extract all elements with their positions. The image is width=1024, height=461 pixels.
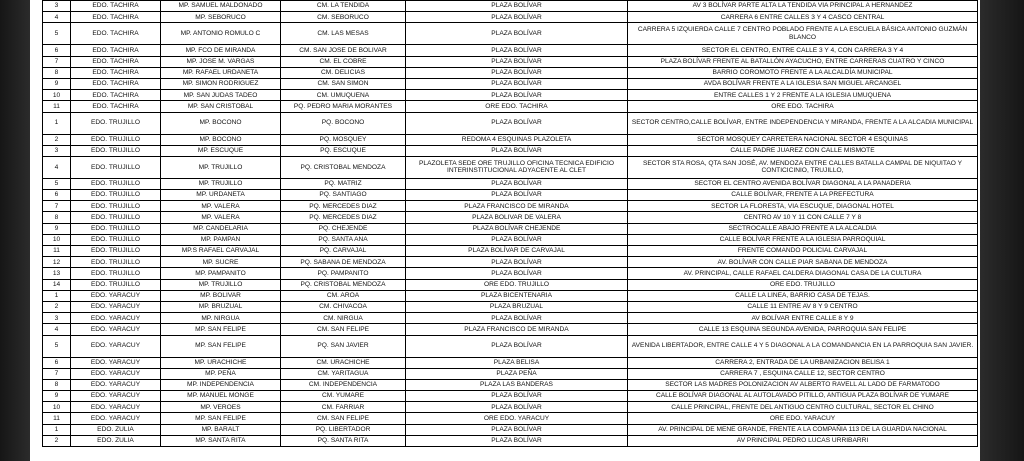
state-cell: EDO. TRUJILLO bbox=[71, 156, 161, 178]
table-row bbox=[43, 234, 978, 245]
municipality-cell: MP. PAMPAN bbox=[161, 234, 281, 245]
location-name-cell: PLAZA BOLÍVAR bbox=[406, 234, 628, 245]
location-name-cell: PLAZA FRANCISCO DE MIRANDA bbox=[406, 201, 628, 212]
address-cell: AV BOLÍVAR ENTRE CALLE 8 Y 9 bbox=[628, 313, 978, 324]
parish-cell: PQ. MOSQUEY bbox=[281, 134, 406, 145]
state-cell: EDO. TRUJILLO bbox=[71, 223, 161, 234]
address-cell: CARRERA 7 , ESQUINA CALLE 12, SECTOR CENTRO bbox=[628, 368, 978, 379]
table-row bbox=[43, 112, 978, 134]
parish-cell: CM. SAN SIMON bbox=[281, 78, 406, 89]
parish-cell: CM. FARRIAR bbox=[281, 402, 406, 413]
address-cell: ORE EDO. TRUJILLO bbox=[628, 279, 978, 290]
state-cell: EDO. TRUJILLO bbox=[71, 190, 161, 201]
state-cell: EDO. TRUJILLO bbox=[71, 134, 161, 145]
location-name-cell: PLAZA BOLÍVAR bbox=[406, 56, 628, 67]
location-name-cell: PLAZA BOLIVAR DE VALERA bbox=[406, 212, 628, 223]
left-margin-shadow bbox=[0, 0, 30, 461]
address-cell: CALLE 11 ENTRE AV 8 Y 9 CENTRO bbox=[628, 301, 978, 312]
municipality-cell: MP. VEROES bbox=[161, 402, 281, 413]
state-cell: EDO. TACHIRA bbox=[71, 23, 161, 45]
parish-cell: PQ. MERCEDES DIAZ bbox=[281, 212, 406, 223]
table-row bbox=[43, 56, 978, 67]
parish-cell: CM. DELICIAS bbox=[281, 67, 406, 78]
location-name-cell: PLAZA BOLÍVAR bbox=[406, 45, 628, 56]
municipality-cell: MP. PAMPANITO bbox=[161, 268, 281, 279]
municipality-cell: MP. FCO DE MIRANDA bbox=[161, 45, 281, 56]
parish-cell: CM. UMUQUENA bbox=[281, 90, 406, 101]
location-name-cell: ORE EDO. TRUJILLO bbox=[406, 279, 628, 290]
municipality-cell: MP. URACHICHE bbox=[161, 357, 281, 368]
parish-cell: PQ. SABANA DE MENDOZA bbox=[281, 257, 406, 268]
table-row bbox=[43, 134, 978, 145]
location-name-cell: PLAZA PEÑA bbox=[406, 368, 628, 379]
address-cell: CENTRO AV 10 Y 11 CON CALLE 7 Y 8 bbox=[628, 212, 978, 223]
parish-cell: CM. SAN FELIPE bbox=[281, 413, 406, 424]
row-number-cell: 6 bbox=[43, 357, 71, 368]
row-number-cell: 6 bbox=[43, 45, 71, 56]
row-number-cell: 9 bbox=[43, 223, 71, 234]
row-number-cell: 12 bbox=[43, 257, 71, 268]
location-name-cell: PLAZA BOLÍVAR bbox=[406, 145, 628, 156]
municipality-cell: MP. BOCONO bbox=[161, 112, 281, 134]
table-row bbox=[43, 301, 978, 312]
municipality-cell: MP. SAN FELIPE bbox=[161, 413, 281, 424]
location-name-cell: PLAZA BOLÍVAR bbox=[406, 268, 628, 279]
table-row bbox=[43, 67, 978, 78]
parish-cell: CM. NIRGUA bbox=[281, 313, 406, 324]
row-number-cell: 7 bbox=[43, 56, 71, 67]
table-row bbox=[43, 257, 978, 268]
municipality-cell: MP. URDANETA bbox=[161, 190, 281, 201]
row-number-cell: 3 bbox=[43, 1, 71, 12]
address-cell: ENTRE CALLES 1 Y 2 FRENTE A LA IGLESIA UMUQUENA bbox=[628, 90, 978, 101]
address-cell: CALLE BOLÍVAR, FRENTE A LA PREFECTURA bbox=[628, 190, 978, 201]
address-cell: ORE EDO. YARACUY bbox=[628, 413, 978, 424]
right-margin-shadow bbox=[980, 0, 1024, 461]
location-name-cell: PLAZOLETA SEDE ORE TRUJILLO OFICINA TECNICA EDIFICIO INTERINSTITUCIONAL ADYACENTE AL CLET bbox=[406, 156, 628, 178]
table-row bbox=[43, 223, 978, 234]
table-row bbox=[43, 212, 978, 223]
location-name-cell: ORE EDO. YARACUY bbox=[406, 413, 628, 424]
row-number-cell: 10 bbox=[43, 402, 71, 413]
table-row bbox=[43, 435, 978, 446]
table-row bbox=[43, 402, 978, 413]
parish-cell: CM. LAS MESAS bbox=[281, 23, 406, 45]
row-number-cell: 5 bbox=[43, 23, 71, 45]
parish-cell: PQ. PAMPANITO bbox=[281, 268, 406, 279]
parish-cell: PQ. MERCEDES DIAZ bbox=[281, 201, 406, 212]
parish-cell: CM. SAN JOSE DE BOLIVAR bbox=[281, 45, 406, 56]
state-cell: EDO. YARACUY bbox=[71, 335, 161, 357]
parish-cell: PQ. CHEJENDE bbox=[281, 223, 406, 234]
state-cell: EDO. TACHIRA bbox=[71, 56, 161, 67]
municipality-cell: MP. TRUJILLO bbox=[161, 156, 281, 178]
table-row bbox=[43, 12, 978, 23]
municipality-cell: MP. TRUJILLO bbox=[161, 178, 281, 189]
row-number-cell: 5 bbox=[43, 335, 71, 357]
municipality-cell: MP. SUCRE bbox=[161, 257, 281, 268]
address-cell: AV 3 BOLÍVAR PARTE ALTA LA TENDIDA VIA PRINCIPAL A HERNANDEZ bbox=[628, 1, 978, 12]
address-cell: SECTOR EL CENTRO, ENTRE CALLE 3 Y 4, CON CARRERA 3 Y 4 bbox=[628, 45, 978, 56]
municipality-cell: MP. MANUEL MONGE bbox=[161, 391, 281, 402]
table-row bbox=[43, 324, 978, 335]
location-name-cell: PLAZA BOLÍVAR bbox=[406, 12, 628, 23]
parish-cell: PQ. SANTIAGO bbox=[281, 190, 406, 201]
address-cell: CALLE 13 ESQUINA SEGUNDA AVENIDA, PARROQUIA SAN FELIPE bbox=[628, 324, 978, 335]
location-name-cell: PLAZA BELISA bbox=[406, 357, 628, 368]
parish-cell: PQ. LIBERTADOR bbox=[281, 424, 406, 435]
location-name-cell: PLAZA BOLÍVAR bbox=[406, 402, 628, 413]
parish-cell: PQ. MATRIZ bbox=[281, 178, 406, 189]
location-name-cell: PLAZA BOLÍVAR bbox=[406, 190, 628, 201]
row-number-cell: 5 bbox=[43, 178, 71, 189]
address-cell: SECTOR LAS MADRES POLONIZACION AV ALBERTO RAVELL AL LADO DE FARMATODO bbox=[628, 379, 978, 390]
state-cell: EDO. YARACUY bbox=[71, 379, 161, 390]
location-name-cell: PLAZA BOLÍVAR bbox=[406, 435, 628, 446]
location-name-cell: PLAZA BOLÍVAR CHEJENDE bbox=[406, 223, 628, 234]
state-cell: EDO. YARACUY bbox=[71, 391, 161, 402]
location-name-cell: PLAZA BOLÍVAR bbox=[406, 1, 628, 12]
state-cell: EDO. TRUJILLO bbox=[71, 201, 161, 212]
state-cell: EDO. TACHIRA bbox=[71, 45, 161, 56]
table-row bbox=[43, 268, 978, 279]
row-number-cell: 14 bbox=[43, 279, 71, 290]
address-cell: CALLE PRINCIPAL, FRENTE DEL ANTIGUO CENTRO CULTURAL, SECTOR EL CHINO bbox=[628, 402, 978, 413]
parish-cell: PQ. PEDRO MARIA MORANTES bbox=[281, 101, 406, 112]
location-name-cell: PLAZA BOLÍVAR bbox=[406, 90, 628, 101]
parish-cell: PQ. ESCUQUE bbox=[281, 145, 406, 156]
table-row bbox=[43, 379, 978, 390]
municipality-cell: MP. BRUZUAL bbox=[161, 301, 281, 312]
address-cell: AV. PRINCIPAL, CALLE RAFAEL CALDERA DIAGONAL CASA DE LA CULTURA bbox=[628, 268, 978, 279]
municipality-cell: MP. SANTA RITA bbox=[161, 435, 281, 446]
location-name-cell: PLAZA BICENTENARIA bbox=[406, 290, 628, 301]
row-number-cell: 7 bbox=[43, 201, 71, 212]
state-cell: EDO. YARACUY bbox=[71, 402, 161, 413]
municipality-cell: MP. SAMUEL MALDONADO bbox=[161, 1, 281, 12]
address-cell: CALLE PADRE JUAREZ CON CALLE MISMOTE bbox=[628, 145, 978, 156]
state-cell: EDO. TACHIRA bbox=[71, 90, 161, 101]
table-row bbox=[43, 413, 978, 424]
state-cell: EDO. TACHIRA bbox=[71, 78, 161, 89]
state-cell: EDO. TRUJILLO bbox=[71, 234, 161, 245]
table-row bbox=[43, 368, 978, 379]
location-name-cell: PLAZA BOLÍVAR DE CARVAJAL bbox=[406, 246, 628, 257]
row-number-cell: 10 bbox=[43, 90, 71, 101]
municipality-cell: MP. SAN CRISTOBAL bbox=[161, 101, 281, 112]
location-name-cell: PLAZA BOLÍVAR bbox=[406, 391, 628, 402]
location-name-cell: REDOMA 4 ESQUINAS PLAZOLETA bbox=[406, 134, 628, 145]
location-name-cell: PLAZA BOLÍVAR bbox=[406, 23, 628, 45]
table-row bbox=[43, 78, 978, 89]
address-cell: SECTOR EL CENTRO AVENIDA BOLÍVAR DIAGONAL A LA PANADERIA bbox=[628, 178, 978, 189]
address-cell: ORE EDO. TACHIRA bbox=[628, 101, 978, 112]
locations-table bbox=[42, 0, 978, 447]
municipality-cell: MP.S RAFAEL CARVAJAL bbox=[161, 246, 281, 257]
state-cell: EDO. TRUJILLO bbox=[71, 212, 161, 223]
municipality-cell: MP. SAN FELIPE bbox=[161, 324, 281, 335]
parish-cell: CM. URACHICHE bbox=[281, 357, 406, 368]
state-cell: EDO. TRUJILLO bbox=[71, 268, 161, 279]
row-number-cell: 6 bbox=[43, 190, 71, 201]
table-row bbox=[43, 279, 978, 290]
address-cell: AV. PRINCIPAL DE MENE GRANDE, FRENTE A LA COMPAÑIA 113 DE LA GUARDIA NACIONAL bbox=[628, 424, 978, 435]
municipality-cell: MP. VALERA bbox=[161, 201, 281, 212]
state-cell: EDO. YARACUY bbox=[71, 413, 161, 424]
municipality-cell: MP. SIMON RODRIGUEZ bbox=[161, 78, 281, 89]
municipality-cell: MP. PEÑA bbox=[161, 368, 281, 379]
state-cell: EDO. TRUJILLO bbox=[71, 145, 161, 156]
address-cell: AV PRINCIPAL PEDRO LUCAS URRIBARRI bbox=[628, 435, 978, 446]
table-row bbox=[43, 201, 978, 212]
address-cell: CALLE BOLÍVAR FRENTE A LA IGLESIA PARROQUIAL bbox=[628, 234, 978, 245]
row-number-cell: 4 bbox=[43, 324, 71, 335]
municipality-cell: MP. NIRGUA bbox=[161, 313, 281, 324]
location-name-cell: PLAZA BOLÍVAR bbox=[406, 67, 628, 78]
row-number-cell: 13 bbox=[43, 268, 71, 279]
row-number-cell: 2 bbox=[43, 134, 71, 145]
municipality-cell: MP. BOLIVAR bbox=[161, 290, 281, 301]
locations-table-body bbox=[43, 1, 978, 447]
parish-cell: CM. EL COBRE bbox=[281, 56, 406, 67]
municipality-cell: MP. SEBORUCO bbox=[161, 12, 281, 23]
row-number-cell: 11 bbox=[43, 101, 71, 112]
parish-cell: CM. YARITAGUA bbox=[281, 368, 406, 379]
location-name-cell: PLAZA BOLÍVAR bbox=[406, 78, 628, 89]
row-number-cell: 1 bbox=[43, 424, 71, 435]
row-number-cell: 9 bbox=[43, 78, 71, 89]
row-number-cell: 4 bbox=[43, 12, 71, 23]
municipality-cell: MP. TRUJILLO bbox=[161, 279, 281, 290]
table-row bbox=[43, 45, 978, 56]
parish-cell: CM. INDEPENDENCIA bbox=[281, 379, 406, 390]
parish-cell: PQ. CRISTOBAL MENDOZA bbox=[281, 156, 406, 178]
parish-cell: PQ. SANTA ANA bbox=[281, 234, 406, 245]
state-cell: EDO. YARACUY bbox=[71, 357, 161, 368]
state-cell: EDO. YARACUY bbox=[71, 324, 161, 335]
row-number-cell: 10 bbox=[43, 234, 71, 245]
state-cell: EDO. YARACUY bbox=[71, 301, 161, 312]
row-number-cell: 2 bbox=[43, 435, 71, 446]
row-number-cell: 3 bbox=[43, 313, 71, 324]
address-cell: AVENIDA LIBERTADOR, ENTRE CALLE 4 Y 5 DIAGONAL A LA COMANDANCIA EN LA PARROQUIA SAN JAVIER. bbox=[628, 335, 978, 357]
address-cell: CARRERA 2, ENTRADA DE LA URBANIZACION BELISA 1 bbox=[628, 357, 978, 368]
row-number-cell: 8 bbox=[43, 67, 71, 78]
row-number-cell: 8 bbox=[43, 212, 71, 223]
state-cell: EDO. YARACUY bbox=[71, 313, 161, 324]
table-row bbox=[43, 313, 978, 324]
row-number-cell: 2 bbox=[43, 301, 71, 312]
location-name-cell: PLAZA BRUZUAL bbox=[406, 301, 628, 312]
parish-cell: CM. SEBORUCO bbox=[281, 12, 406, 23]
document-page bbox=[30, 0, 980, 461]
parish-cell: CM. SAN FELIPE bbox=[281, 324, 406, 335]
table-row bbox=[43, 1, 978, 12]
parish-cell: CM. CHIVACOA bbox=[281, 301, 406, 312]
state-cell: EDO. TRUJILLO bbox=[71, 178, 161, 189]
state-cell: EDO. YARACUY bbox=[71, 290, 161, 301]
state-cell: EDO. TRUJILLO bbox=[71, 112, 161, 134]
address-cell: CALLE BOLÍVAR DIAGONAL AL AUTOLAVADO PITILLO, ANTIGUA PLAZA BOLÍVAR DE YUMARE bbox=[628, 391, 978, 402]
location-name-cell: PLAZA BOLÍVAR bbox=[406, 257, 628, 268]
address-cell: CARRERA 6 ENTRE CALLES 3 Y 4 CASCO CENTRAL bbox=[628, 12, 978, 23]
state-cell: EDO. YARACUY bbox=[71, 368, 161, 379]
address-cell: CALLE LA LINEA, BARRIO CASA DE TEJAS. bbox=[628, 290, 978, 301]
parish-cell: CM. LA TENDIDA bbox=[281, 1, 406, 12]
parish-cell: PQ. SANTA RITA bbox=[281, 435, 406, 446]
location-name-cell: PLAZA BOLÍVAR bbox=[406, 313, 628, 324]
address-cell: SECTROCALLE ABAJO FRENTE A LA ALCALDIA bbox=[628, 223, 978, 234]
row-number-cell: 4 bbox=[43, 156, 71, 178]
state-cell: EDO. ZULIA bbox=[71, 435, 161, 446]
table-row bbox=[43, 101, 978, 112]
municipality-cell: MP. SAN FELIPE bbox=[161, 335, 281, 357]
address-cell: AVDA BOLÍVAR FRENTE A LA IGLESIA SAN MIGUEL ARCANGEL bbox=[628, 78, 978, 89]
row-number-cell: 11 bbox=[43, 413, 71, 424]
municipality-cell: MP. VALERA bbox=[161, 212, 281, 223]
table-row bbox=[43, 23, 978, 45]
address-cell: SECTOR LA FLORESTA, VIA ESCUQUE, DIAGONAL HOTEL bbox=[628, 201, 978, 212]
row-number-cell: 9 bbox=[43, 391, 71, 402]
row-number-cell: 8 bbox=[43, 379, 71, 390]
parish-cell: PQ. CARVAJAL bbox=[281, 246, 406, 257]
state-cell: EDO. TACHIRA bbox=[71, 101, 161, 112]
parish-cell: CM. YUMARE bbox=[281, 391, 406, 402]
table-row bbox=[43, 156, 978, 178]
municipality-cell: MP. INDEPENDENCIA bbox=[161, 379, 281, 390]
parish-cell: PQ. BOCONO bbox=[281, 112, 406, 134]
address-cell: SECTOR CENTRO,CALLE BOLÍVAR, ENTRE INDEPENDENCIA Y MIRANDA, FRENTE A LA ALCADIA MUNICIPAL bbox=[628, 112, 978, 134]
state-cell: EDO. TACHIRA bbox=[71, 12, 161, 23]
row-number-cell: 7 bbox=[43, 368, 71, 379]
parish-cell: PQ. CRISTOBAL MENDOZA bbox=[281, 279, 406, 290]
municipality-cell: MP. ESCUQUE bbox=[161, 145, 281, 156]
municipality-cell: MP. ANTONIO ROMULO C bbox=[161, 23, 281, 45]
location-name-cell: PLAZA BOLÍVAR bbox=[406, 178, 628, 189]
municipality-cell: MP. JOSE M. VARGAS bbox=[161, 56, 281, 67]
row-number-cell: 3 bbox=[43, 145, 71, 156]
address-cell: AV. BOLÍVAR CON CALLE PIAR SABANA DE MENDOZA bbox=[628, 257, 978, 268]
row-number-cell: 1 bbox=[43, 112, 71, 134]
municipality-cell: MP. BARALT bbox=[161, 424, 281, 435]
table-row bbox=[43, 290, 978, 301]
table-row bbox=[43, 178, 978, 189]
address-cell: BARRIO COROMOTO FRENTE A LA ALCALDÍA MUNICIPAL bbox=[628, 67, 978, 78]
location-name-cell: PLAZA FRANCISCO DE MIRANDA bbox=[406, 324, 628, 335]
municipality-cell: MP. SAN JUDAS TADEO bbox=[161, 90, 281, 101]
table-row bbox=[43, 424, 978, 435]
state-cell: EDO. TRUJILLO bbox=[71, 257, 161, 268]
table-row bbox=[43, 145, 978, 156]
location-name-cell: PLAZA BOLÍVAR bbox=[406, 424, 628, 435]
address-cell: SECTOR STA ROSA, QTA SAN JOSÉ, AV. MENDOZA ENTRE CALLES BATALLA CAMPAL DE NIQUITAO Y CONTICICINIO, TRUJILLO, bbox=[628, 156, 978, 178]
municipality-cell: MP. BOCONO bbox=[161, 134, 281, 145]
table-row bbox=[43, 190, 978, 201]
table-row bbox=[43, 90, 978, 101]
address-cell: CARRERA 5 IZQUIERDA CALLE 7 CENTRO POBLADO FRENTE A LA ESCUELA BÁSICA ANTONIO GUZMÁN BLANCO bbox=[628, 23, 978, 45]
state-cell: EDO. TRUJILLO bbox=[71, 279, 161, 290]
location-name-cell: PLAZA BOLÍVAR bbox=[406, 335, 628, 357]
table-row bbox=[43, 357, 978, 368]
municipality-cell: MP. RAFAEL URDANETA bbox=[161, 67, 281, 78]
table-row bbox=[43, 391, 978, 402]
row-number-cell: 1 bbox=[43, 290, 71, 301]
location-name-cell: PLAZA LAS BANDERAS bbox=[406, 379, 628, 390]
location-name-cell: PLAZA BOLÍVAR bbox=[406, 112, 628, 134]
state-cell: EDO. TACHIRA bbox=[71, 1, 161, 12]
table-row bbox=[43, 246, 978, 257]
address-cell: SECTOR MOSQUEY CARRETERA NACIONAL SECTOR 4 ESQUINAS bbox=[628, 134, 978, 145]
municipality-cell: MP. CANDELARIA bbox=[161, 223, 281, 234]
state-cell: EDO. ZULIA bbox=[71, 424, 161, 435]
address-cell: PLAZA BOLÍVAR FRENTE AL BATALLÓN AYACUCHO, ENTRE CARRERAS CUATRO Y CINCO bbox=[628, 56, 978, 67]
state-cell: EDO. TACHIRA bbox=[71, 67, 161, 78]
row-number-cell: 11 bbox=[43, 246, 71, 257]
parish-cell: CM. AROA bbox=[281, 290, 406, 301]
state-cell: EDO. TRUJILLO bbox=[71, 246, 161, 257]
table-row bbox=[43, 335, 978, 357]
location-name-cell: ORE EDO. TACHIRA bbox=[406, 101, 628, 112]
address-cell: FRENTE COMANDO POLICIAL CARVAJAL bbox=[628, 246, 978, 257]
parish-cell: PQ. SAN JAVIER bbox=[281, 335, 406, 357]
